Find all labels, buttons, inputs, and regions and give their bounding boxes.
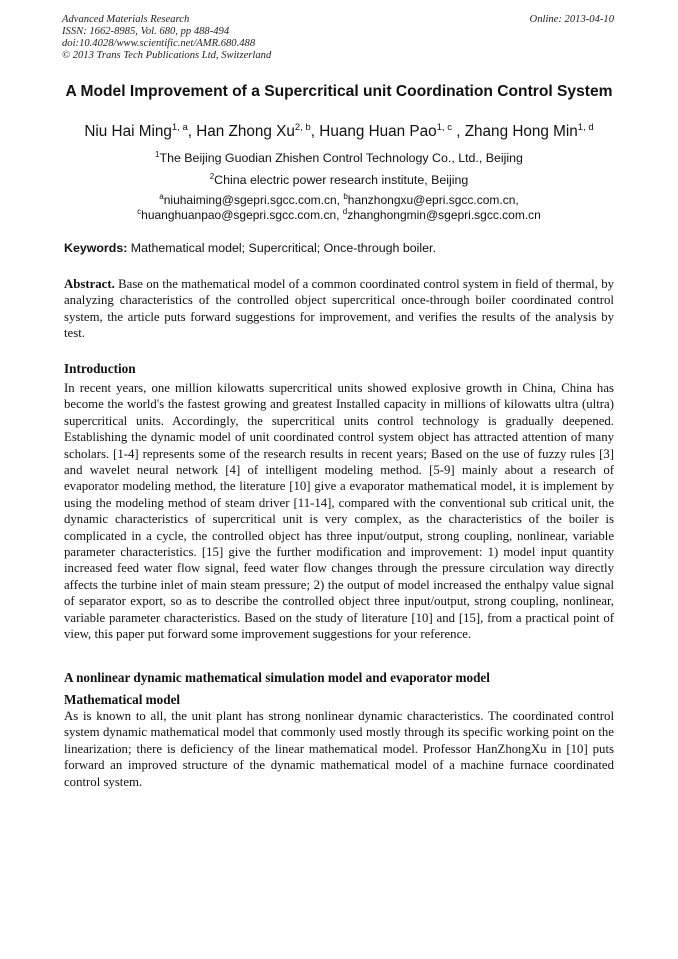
author-sep: , <box>451 123 465 140</box>
online-date: Online: 2013-04-10 <box>529 14 614 25</box>
author-name: Han Zhong Xu <box>196 123 295 140</box>
subsection-heading: Mathematical model <box>64 692 181 707</box>
email-link[interactable]: niuhaiming@sgepri.sgcc.com.cn, <box>163 193 344 207</box>
email-link[interactable]: hanzhongxu@epri.sgcc.com.cn, <box>347 193 519 207</box>
affiliation-text: The Beijing Guodian Zhishen Control Technology Co., Ltd., Beijing <box>159 151 523 165</box>
email-sup: b <box>343 192 348 201</box>
email-link[interactable]: huanghuanpao@sgepri.sgcc.com.cn, <box>141 208 343 222</box>
paper-title: A Model Improvement of a Supercritical unit Coordination Control System <box>65 83 613 100</box>
email-sup: a <box>159 192 164 201</box>
keywords <box>64 241 616 256</box>
section-heading: A nonlinear dynamic mathematical simulation model and evaporator model <box>64 670 490 685</box>
keywords-label: Keywords: <box>64 241 128 255</box>
affiliation-sup: 1 <box>155 149 160 159</box>
abstract-label: Abstract. <box>64 277 115 291</box>
abstract-text: Base on the mathematical model of a common coordinated control system in field of thermal, by analyzing characteristics of the controlled object supercritical once-through boiler coordinated control system, the article puts forward suggestions for improvement, and verifies the results of the analysis by test. <box>64 277 614 341</box>
author-emails <box>40 193 638 223</box>
author-list <box>40 122 638 142</box>
keywords-text: Mathematical model; Supercritical; Once-through boiler. <box>127 241 436 255</box>
copyright-line: © 2013 Trans Tech Publications Ltd, Switzerland <box>62 50 272 61</box>
affiliation-2 <box>40 173 638 188</box>
email-sup: c <box>137 207 142 216</box>
mathematical-model-text: As is known to all, the unit plant has strong nonlinear dynamic characteristics. The coordinated control system dynamic mathematical model that commonly used mostly through its specific working point on the linearization; there is deficiency of the linear mathematical model. Professor HanZhongXu in [10] puts forward an improved structure of the dynamic mathematical model of a machine furnace coordinated control system. <box>64 709 614 789</box>
author-sep: , <box>187 123 197 140</box>
journal-header <box>62 14 271 62</box>
introduction-heading: Introduction <box>64 361 136 376</box>
issn-line: ISSN: 1662-8985, Vol. 680, pp 488-494 <box>62 26 230 37</box>
introduction-text: In recent years, one million kilowatts supercritical units showed explosive growth in China, China has become the world's the fastest growing and greatest Installed capacity in millions of kilowatts ultra (ultra) supercritical units. Accordingly, the supercritical units control technology is gradually deepened. Establishing the dynamic model of unit coordinated control system object has attracted attention of many scholars. [1-4] represents some of the research results in recent years; Based on the use of fuzzy rules [3] and wavelet neural network [4] of intelligent modeling method. [5-9] mainly about a research of evaporator modeling method, the literature [10] give a evaporator mathematical model, it is implement by using the modeling method of steam driver [11-14], compared with the conventional sub critical unit, the dynamic characteristics of supercritical unit is very complex, as the characteristics of the boiler is complicated in a cycle, the controlled object has three input/output, strong coupling, nonlinear, variable parameter characteristics. [15] give the further modification and improvement: 1) model input quantity increased feed water flow signal, feed water flow changes through the pressure circulation way directly affects the turbine inlet of main steam pressure; 2) the output of model increased the enthalpy value signal of separator export, so as to describe the controlled object three input/output, strong coupling, nonlinear, variable parameter characteristics. Based on the study of literature [10] and [15], from a practical point of view, this paper put forward some improvement suggestions for your reference. <box>64 381 614 642</box>
author-sup: 1, c <box>436 121 452 133</box>
author-name: Huang Huan Pao <box>319 123 437 140</box>
email-line-1 <box>40 193 638 208</box>
affiliation-1 <box>40 151 638 166</box>
email-line-2 <box>40 208 638 223</box>
author-sep: , <box>310 123 320 140</box>
author-name: Niu Hai Ming <box>84 123 172 140</box>
author-name: Zhang Hong Min <box>464 123 578 140</box>
abstract <box>64 276 614 342</box>
author-sup: 1, d <box>577 121 594 133</box>
email-sup: d <box>342 207 348 216</box>
email-link[interactable]: zhanghongmin@sgepri.sgcc.com.cn <box>347 208 541 222</box>
affiliation-sup: 2 <box>209 171 215 181</box>
author-sup: 1, a <box>171 121 188 133</box>
doi-line: doi:10.4028/www.scientific.net/AMR.680.488 <box>62 38 256 49</box>
author-sup: 2, b <box>294 121 311 133</box>
affiliation-text: China electric power research institute, Beijing <box>214 173 469 187</box>
journal-name: Advanced Materials Research <box>62 14 190 25</box>
